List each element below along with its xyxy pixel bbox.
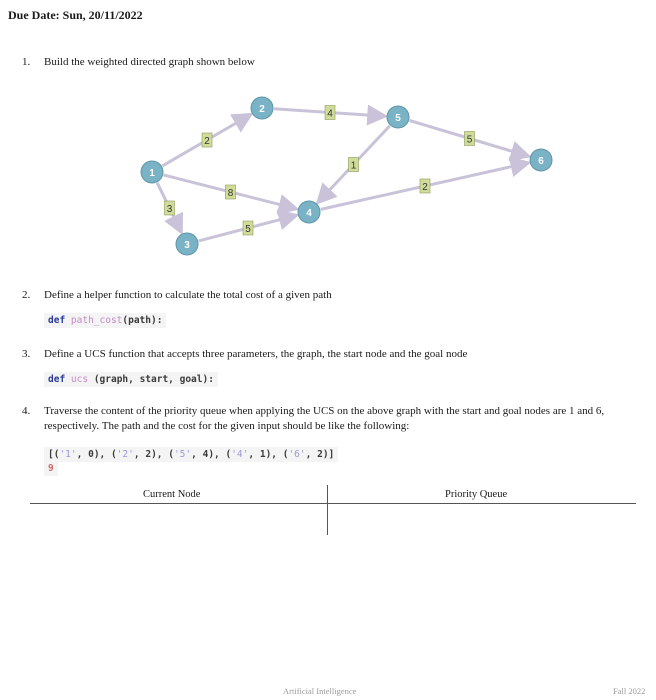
code-example-output: [('1', 0), ('2', 2), ('5', 4), ('4', 1), ('6', 2)]: [44, 447, 338, 462]
code-params: (graph, start, goal):: [93, 374, 214, 385]
path-total-cost: 9: [44, 461, 58, 476]
edge-weight-label: 8: [227, 188, 234, 199]
table-vertical-rule: [327, 485, 328, 535]
question-text: Define a helper function to calculate the total cost of a given path: [44, 289, 332, 301]
question-3: [22, 348, 642, 362]
path-cost: 2: [317, 449, 323, 460]
graph-node-label: 3: [184, 240, 190, 251]
graph-node-label: 2: [259, 104, 265, 115]
path-node: '6': [288, 449, 306, 460]
edge-weight-label: 2: [422, 182, 428, 193]
edge-weight-label: 3: [166, 204, 173, 215]
path-node: '2': [116, 449, 134, 460]
question-text: Traverse the content of the priority queue when applying the UCS on the above graph with the start and goal nodes are 1 and 6, respectively. The path and the cost for the given input should be like the following:: [44, 405, 605, 432]
graph-node-label: 1: [149, 168, 155, 179]
edge-weight-label: 1: [350, 160, 357, 172]
weighted-graph: [0, 0, 656, 280]
code-ucs: [44, 372, 218, 387]
graph-node-label: 6: [538, 156, 544, 167]
edge-weight-label: 5: [466, 134, 473, 146]
code-keyword: def: [48, 315, 66, 326]
question-2: [22, 289, 642, 303]
code-params: (path):: [122, 315, 163, 326]
code-keyword: def: [48, 374, 66, 385]
table-horizontal-rule: [30, 503, 636, 504]
question-4: [22, 404, 642, 436]
question-text: Build the weighted directed graph shown below: [44, 56, 255, 68]
table-header-current-node: Current Node: [143, 489, 201, 500]
path-node: '4': [231, 449, 249, 460]
path-cost: 2: [145, 449, 152, 460]
question-number: 4.: [22, 405, 31, 417]
graph-node-label: 4: [306, 208, 312, 219]
path-cost: 0: [88, 449, 94, 460]
path-close: )]: [322, 449, 335, 460]
graph-node-label: 5: [395, 113, 401, 124]
edge-weight-label: 5: [245, 224, 251, 235]
code-path-cost: [44, 313, 166, 328]
path-open: [(: [48, 449, 60, 460]
question-number: 3.: [22, 348, 31, 360]
path-node: '5': [173, 449, 192, 460]
question-number: 2.: [22, 289, 31, 301]
path-node: '1': [59, 449, 77, 460]
question-number: 1.: [22, 56, 31, 68]
code-function-name: ucs: [70, 374, 89, 385]
footer-course: Artificial Intelligence: [283, 686, 357, 696]
path-cost: 4: [202, 449, 209, 460]
table-header-priority-queue: Priority Queue: [445, 489, 508, 500]
path-cost: 1: [259, 449, 266, 460]
edge-weight-label: 2: [204, 136, 210, 147]
footer-term: Fall 2022: [613, 686, 646, 696]
due-date: Due Date: Sun, 20/11/2022: [8, 8, 143, 22]
code-function-name: path_cost: [70, 315, 123, 326]
question-text: Define a UCS function that accepts three parameters, the graph, the start node and the goal node: [44, 348, 468, 360]
edge-layer: [157, 109, 527, 241]
edge-weight-label: 4: [327, 108, 333, 120]
node-layer: [141, 97, 552, 255]
